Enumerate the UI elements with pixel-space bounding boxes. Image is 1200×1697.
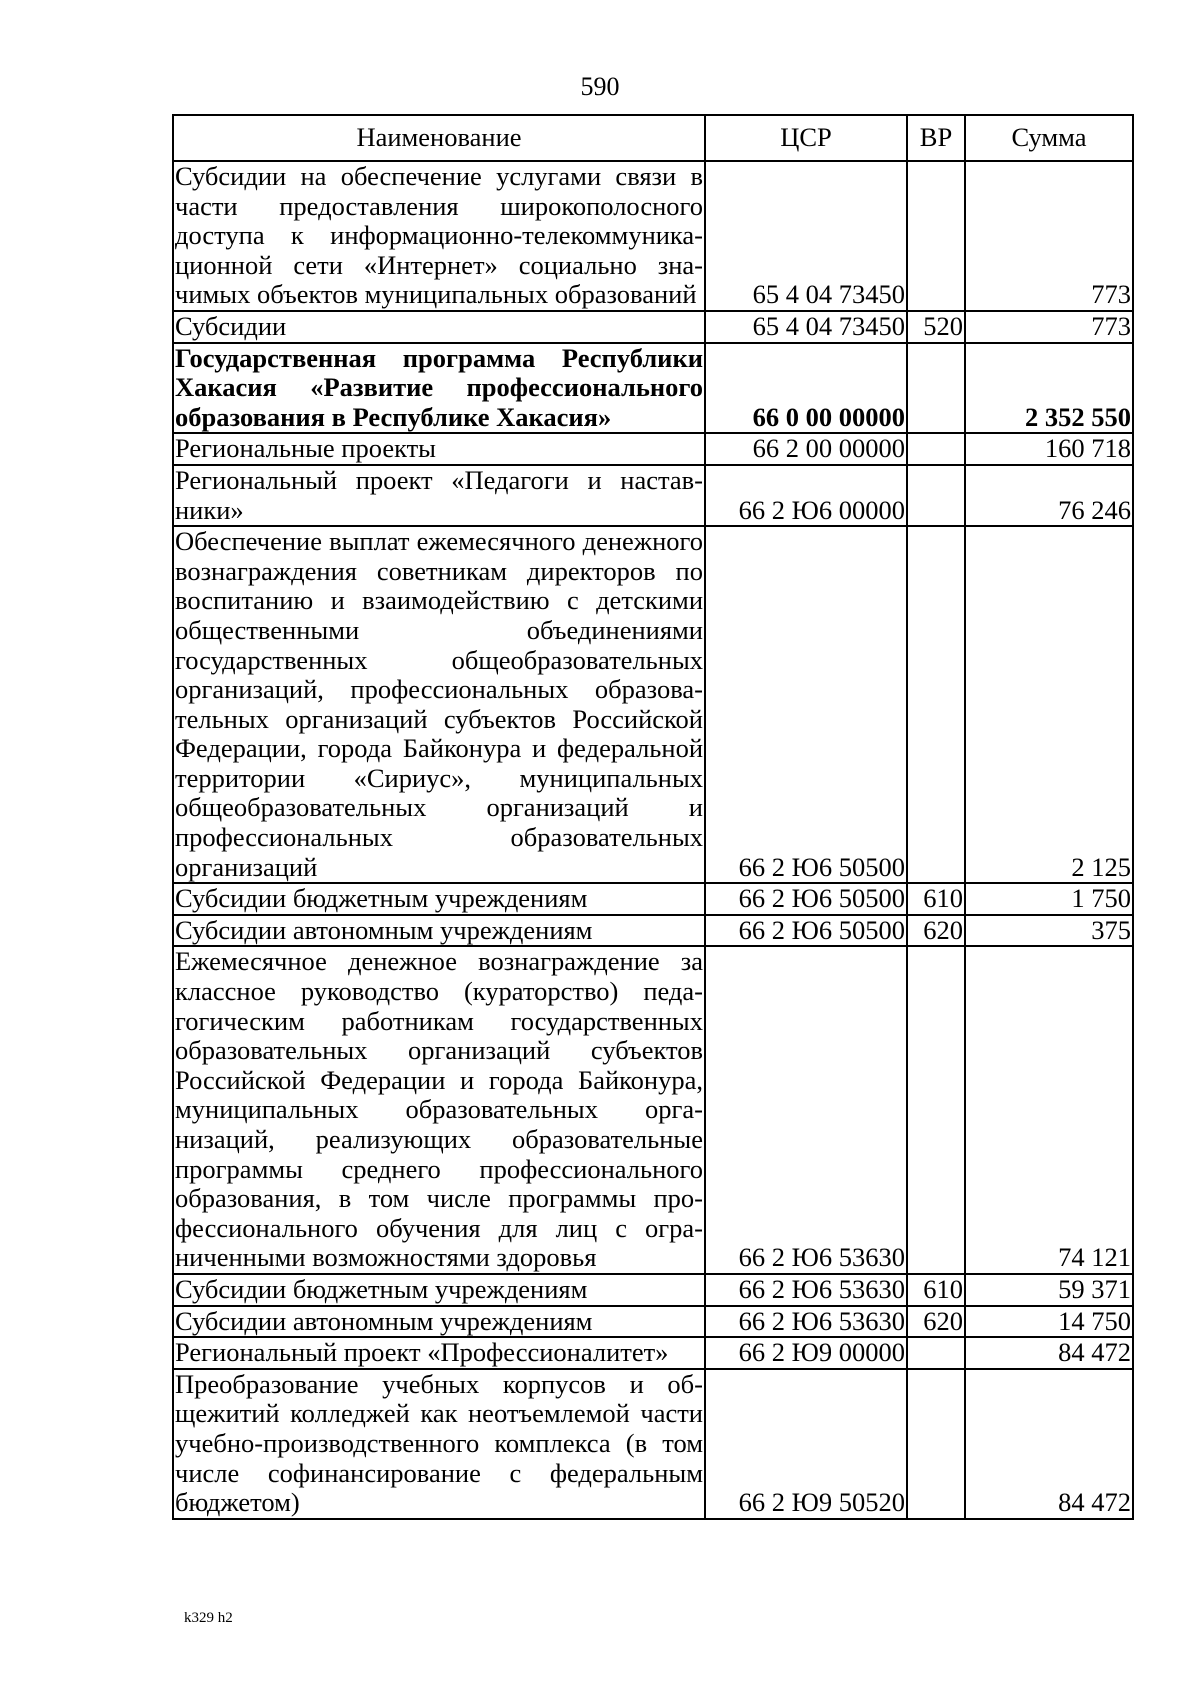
row-name-cell: Субсидии на обеспечение услугами связи в части предоставления широкополосного доступа к информационно-телекоммуникационной сети «Интернет» социально значимых объектов муниципальных образований [175, 161, 703, 310]
row-sum-cell: 76 246 [965, 465, 1133, 526]
table-row [173, 311, 1133, 343]
row-csr-cell: 66 2 Ю9 50520 [705, 1369, 907, 1519]
budget-table [172, 114, 1134, 1520]
row-sum-cell: 84 472 [965, 1337, 1133, 1369]
row-csr-cell: 66 2 Ю6 00000 [705, 465, 907, 526]
table-row [173, 161, 1133, 311]
row-csr-cell: 66 2 Ю6 50500 [705, 526, 907, 883]
row-vr-cell: 620 [907, 915, 965, 947]
table-row [173, 1369, 1133, 1519]
row-csr-cell: 66 2 Ю6 53630 [705, 1274, 907, 1306]
row-vr-cell [907, 343, 965, 434]
row-vr-cell [907, 1369, 965, 1519]
row-name-cell: Субсидии автономным учреждениям [173, 1306, 705, 1338]
row-vr-cell [907, 433, 965, 465]
page-number: 590 [580, 72, 620, 101]
row-csr-cell: 66 2 Ю6 53630 [705, 946, 907, 1274]
row-sum-cell: 59 371 [965, 1274, 1133, 1306]
row-vr-cell [907, 1337, 965, 1369]
header-csr: ЦСР [705, 115, 907, 161]
row-name-cell: Субсидии автономным учреждениям [173, 915, 705, 947]
footer-code: k329 h2 [184, 1610, 233, 1626]
table-row [173, 1306, 1133, 1338]
row-name-cell: Региональный проект «Профессионалитет» [173, 1337, 705, 1369]
row-vr-cell: 610 [907, 1274, 965, 1306]
row-name-cell: Субсидии бюджетным учреждениям [173, 883, 705, 915]
row-name-cell: Ежемесячное денежное вознаграждение за классное руководство (кураторство) педагогическим работникам государственных образовательных организаций субъектов Российской Федерации и города Байконура, муниципальных образовательных организаций, реализующих образовательные программы среднего профессионального образования, в том числе программы профессионального обучения для лиц с ограниченными возможностями здоровья [175, 946, 703, 1273]
table-body [173, 161, 1133, 1519]
row-vr-cell [907, 526, 965, 883]
row-sum-cell: 74 121 [965, 946, 1133, 1274]
row-csr-cell: 66 0 00 00000 [705, 343, 907, 434]
row-name-cell: Государственная программа Республики Хакасия «Развитие профессионального образования в Республике Хакасия» [175, 342, 703, 432]
row-name-cell: Субсидии бюджетным учреждениям [173, 1274, 705, 1306]
row-sum-cell: 2 125 [965, 526, 1133, 883]
row-sum-cell: 2 352 550 [965, 343, 1133, 434]
table-header [173, 115, 1133, 161]
table-row [173, 433, 1133, 465]
table-row [173, 1274, 1133, 1306]
row-vr-cell [907, 465, 965, 526]
row-vr-cell: 610 [907, 883, 965, 915]
row-sum-cell: 773 [965, 311, 1133, 343]
row-name-cell: Региональный проект «Педагоги и наставники» [175, 464, 703, 525]
table-row [173, 1337, 1133, 1369]
row-sum-cell: 1 750 [965, 883, 1133, 915]
row-sum-cell: 14 750 [965, 1306, 1133, 1338]
row-csr-cell: 66 2 Ю6 50500 [705, 915, 907, 947]
row-sum-cell: 773 [965, 161, 1133, 311]
header-vr: ВР [907, 115, 965, 161]
row-csr-cell: 66 2 00 00000 [705, 433, 907, 465]
row-vr-cell: 620 [907, 1306, 965, 1338]
table-row [173, 343, 1133, 434]
table-row [173, 465, 1133, 526]
row-csr-cell: 65 4 04 73450 [705, 311, 907, 343]
row-vr-cell [907, 161, 965, 311]
row-csr-cell: 66 2 Ю6 50500 [705, 883, 907, 915]
table-row [173, 946, 1133, 1274]
header-row [173, 115, 1133, 161]
row-sum-cell: 84 472 [965, 1369, 1133, 1519]
table-row [173, 883, 1133, 915]
header-sum: Сумма [965, 115, 1133, 161]
row-vr-cell: 520 [907, 311, 965, 343]
row-csr-cell: 66 2 Ю9 00000 [705, 1337, 907, 1369]
header-name: Наименование [173, 115, 705, 161]
row-name-cell: Региональные проекты [173, 433, 705, 465]
table-row [173, 526, 1133, 883]
row-vr-cell [907, 946, 965, 1274]
row-sum-cell: 160 718 [965, 433, 1133, 465]
row-sum-cell: 375 [965, 915, 1133, 947]
row-csr-cell: 66 2 Ю6 53630 [705, 1306, 907, 1338]
row-csr-cell: 65 4 04 73450 [705, 161, 907, 311]
table-row [173, 915, 1133, 947]
row-name-cell: Преобразование учебных корпусов и общежитий колледжей как неотъемлемой части учебно-производственного комплекса (в том числе софинансирование с федеральным бюджетом) [175, 1368, 703, 1518]
row-name-cell: Субсидии [173, 311, 705, 343]
row-name-cell: Обеспечение выплат ежемесячного денежного вознаграждения советникам директоров по воспитанию и взаимодействию с детскими общественными объединениями государственных общеобразовательных организаций, профессиональных образовательных организаций субъектов Российской Федерации, города Байконура и федеральной территории «Сириус», муниципальных общеобразовательных организаций и профессиональных образовательных организаций [175, 526, 703, 882]
